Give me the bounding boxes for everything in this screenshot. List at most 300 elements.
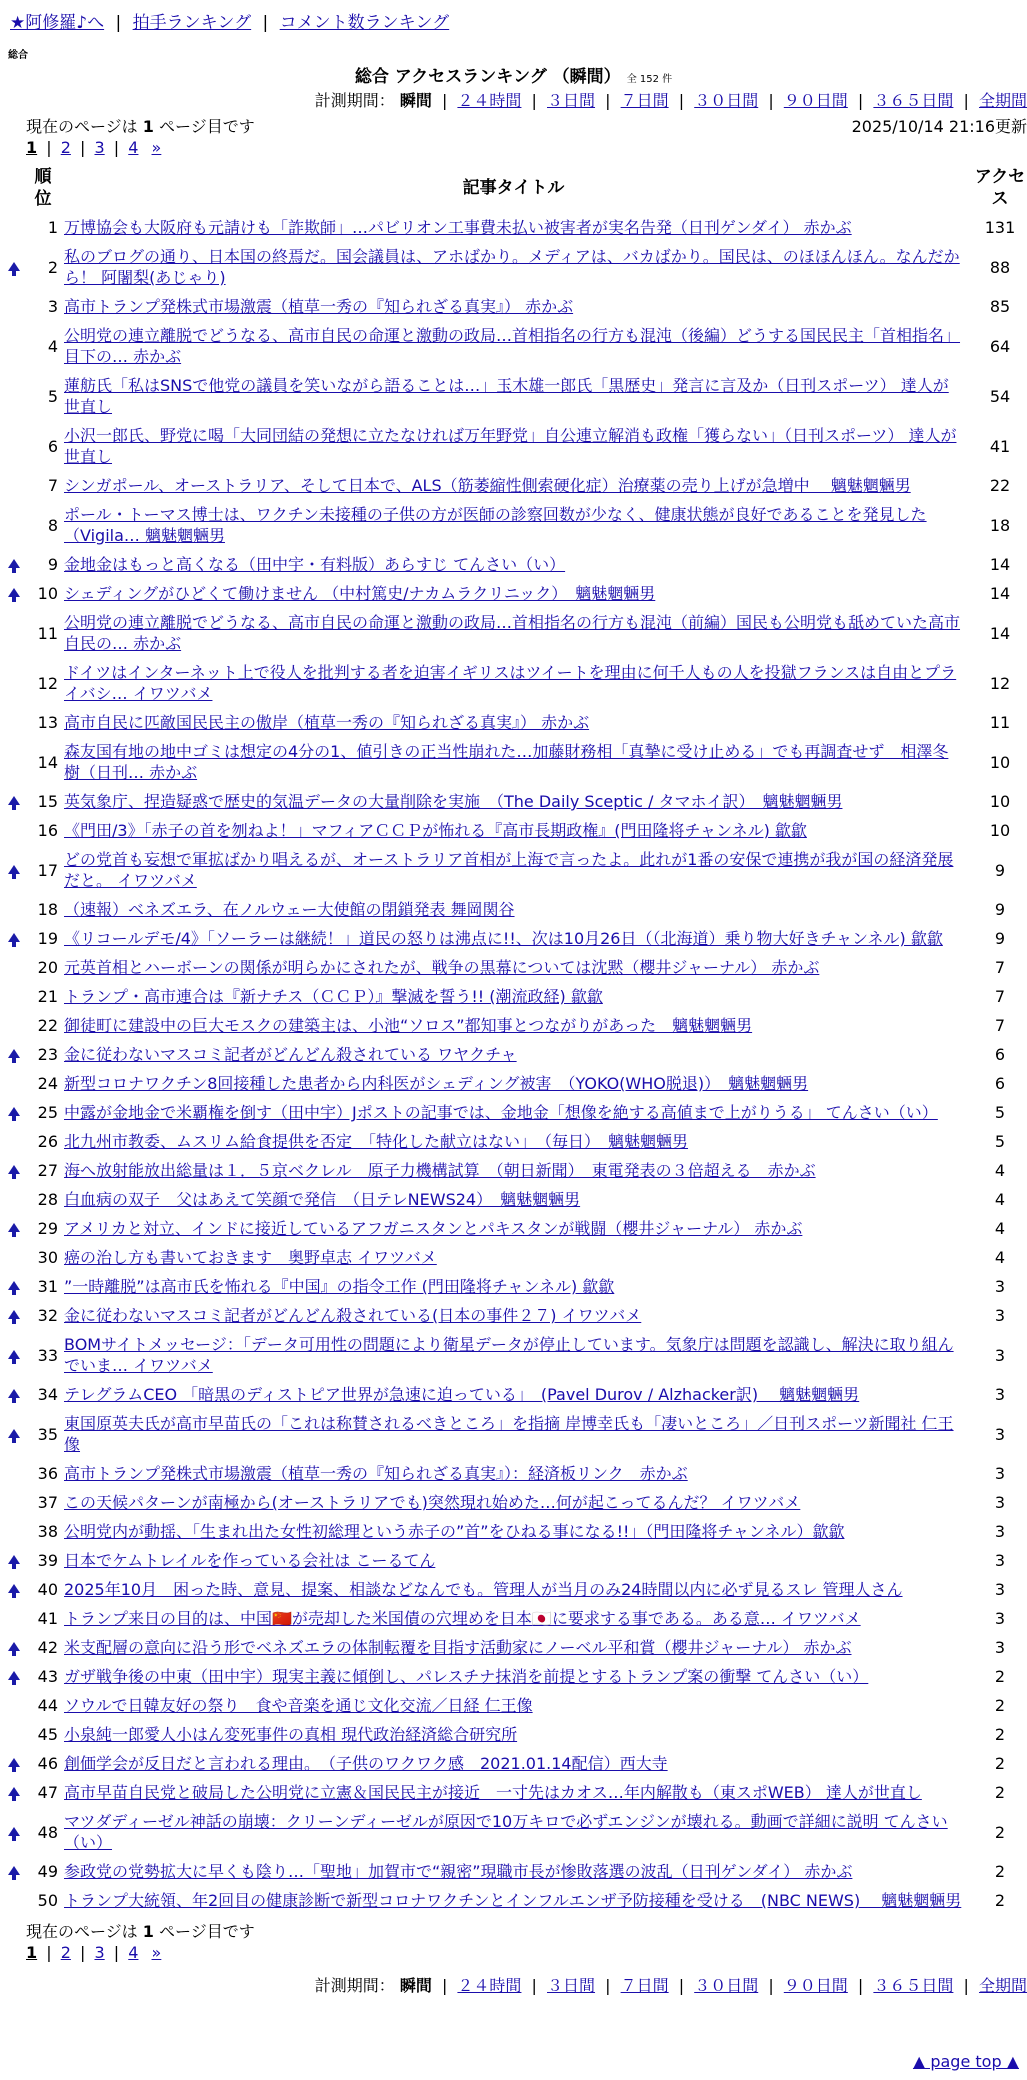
table-row bbox=[0, 1409, 1027, 1459]
rank-number: 22 bbox=[37, 1016, 58, 1035]
access-count: 54 bbox=[989, 386, 1011, 406]
table-row bbox=[0, 787, 1027, 816]
article-link[interactable]: この天候パターンが南極から(オーストラリアでも)突然現れ始めた…何が起こってるんだ？ イワツバメ bbox=[64, 1493, 801, 1512]
article-link[interactable]: 小泉純一郎愛人小はん変死事件の真相 現代政治経済総合研究所 bbox=[64, 1725, 518, 1744]
article-title-cell bbox=[62, 1040, 973, 1069]
table-row bbox=[0, 421, 1027, 471]
article-link[interactable]: ガザ戦争後の中東（田中宇）現実主義に傾倒し、パレスチナ抹消を前提とするトランプ案の衝撃 てんさい（い） bbox=[64, 1667, 869, 1686]
table-row bbox=[0, 1857, 1027, 1886]
access-count: 4 bbox=[994, 1248, 1006, 1267]
table-row bbox=[0, 1069, 1027, 1098]
period-365d-link[interactable]: ３６５日間 bbox=[873, 91, 954, 110]
access-count: 5 bbox=[994, 1103, 1006, 1122]
rank-change-cell bbox=[0, 579, 27, 608]
table-row bbox=[0, 321, 1027, 371]
period-30d-link[interactable]: ３０日間 bbox=[694, 1976, 759, 1995]
article-link[interactable]: シェディングがひどくて働けません （中村篤史/ナカムラクリニック） 魑魅魍魎男 bbox=[64, 584, 656, 603]
article-title-cell bbox=[62, 1604, 973, 1633]
article-title-cell bbox=[62, 1301, 973, 1330]
article-link[interactable]: 金に従わないマスコミ記者がどんどん殺されている ワヤクチャ bbox=[64, 1045, 517, 1064]
rank-change-cell bbox=[0, 550, 27, 579]
table-row bbox=[0, 1720, 1027, 1749]
rank-number: 23 bbox=[37, 1045, 58, 1064]
rank-number: 28 bbox=[37, 1190, 58, 1209]
article-link[interactable]: ”一時離脱”は高市氏を怖れる『中国』の指令工作 (門田隆将チャンネル) 歙歙 bbox=[64, 1277, 615, 1296]
pager-page-2[interactable]: 2 bbox=[60, 138, 71, 157]
period-7d-link[interactable]: ７日間 bbox=[620, 1976, 669, 1995]
header-title: 記事タイトル bbox=[462, 178, 565, 198]
access-count: 64 bbox=[989, 336, 1011, 356]
separator: | bbox=[80, 1943, 86, 1962]
rank-number: 29 bbox=[37, 1219, 58, 1238]
access-count: 3 bbox=[994, 1345, 1006, 1365]
access-count: 2 bbox=[994, 1783, 1006, 1802]
table-row bbox=[0, 1380, 1027, 1409]
article-title-cell bbox=[62, 242, 973, 292]
rank-number: 8 bbox=[47, 515, 58, 535]
article-link[interactable]: 公明党内が動揺、「生まれ出た女性初総理という赤子の”首”をひねる事になる!!」（門田隆将チャンネル）歙歙 bbox=[64, 1522, 845, 1541]
rank-number: 33 bbox=[37, 1345, 58, 1365]
rank-number: 7 bbox=[47, 476, 58, 495]
rank-change-cell bbox=[0, 421, 27, 471]
article-link[interactable]: BOMサイトメッセージ：「データ可用性の問題により衛星データが停止しています。気象庁は問題を認識し、解決に取り組んでいま… イワツバメ bbox=[64, 1335, 954, 1375]
article-link[interactable]: 創価学会が反日だと言われる理由。 （子供のワクワク感 2021.01.14配信）西大寺 bbox=[64, 1754, 668, 1773]
article-link[interactable]: 御徒町に建設中の巨大モスクの建築主は、小池“ソロス”都知事とつながりがあった 魑魅魍魎男 bbox=[64, 1016, 753, 1035]
table-row bbox=[0, 500, 1027, 550]
rank-number: 12 bbox=[37, 673, 58, 693]
article-title-cell bbox=[62, 1380, 973, 1409]
article-title-cell bbox=[62, 471, 973, 500]
separator: | bbox=[678, 1976, 685, 1995]
article-title-cell bbox=[62, 1127, 973, 1156]
access-count: 6 bbox=[994, 1074, 1006, 1093]
rank-number: 6 bbox=[47, 436, 58, 456]
rank-up-arrow-icon bbox=[8, 1165, 20, 1174]
table-row bbox=[0, 1517, 1027, 1546]
article-title-cell bbox=[62, 1409, 973, 1459]
access-count: 3 bbox=[994, 1551, 1006, 1570]
rank-number: 17 bbox=[37, 860, 58, 880]
table-row bbox=[0, 1691, 1027, 1720]
article-title-cell bbox=[62, 500, 973, 550]
rank-change-cell bbox=[0, 1185, 27, 1214]
period-current: 瞬間 bbox=[399, 1976, 432, 1995]
rank-number: 11 bbox=[37, 623, 58, 643]
article-title-cell bbox=[62, 213, 973, 242]
article-link[interactable]: トランプ大統領、年2回目の健康診断で新型コロナワクチンとインフルエンザ予防接種を受ける (NBC NEWS) 魑魅魍魎男 bbox=[64, 1891, 962, 1910]
article-link[interactable]: アメリカと対立、インドに接近しているアフガニスタンとパキスタンが戦闘（櫻井ジャーナル） 赤かぶ bbox=[64, 1219, 803, 1238]
pager-page-4[interactable]: 4 bbox=[128, 1943, 139, 1962]
rank-up-arrow-icon bbox=[8, 1389, 20, 1398]
article-link[interactable]: 海へ放射能放出総量は１．５京ベクレル 原子力機構試算 （朝日新聞） 東電発表の３倍超える 赤かぶ bbox=[64, 1161, 816, 1180]
separator: | bbox=[963, 1976, 969, 1995]
access-count: 9 bbox=[994, 860, 1006, 880]
rank-change-cell bbox=[0, 1807, 27, 1857]
back-to-asyura-link[interactable]: ★阿修羅♪へ bbox=[10, 13, 105, 33]
table-row bbox=[0, 1301, 1027, 1330]
rank-change-cell bbox=[0, 1778, 27, 1807]
rank-change-cell bbox=[0, 1409, 27, 1459]
rank-number: 44 bbox=[37, 1696, 58, 1715]
page-top-link[interactable]: ▲ page top ▲ bbox=[912, 2052, 1019, 2071]
access-count: 2 bbox=[994, 1891, 1006, 1910]
table-row bbox=[0, 371, 1027, 421]
article-link[interactable]: 白血病の双子 父はあえて笑顔で発信 （日テレNEWS24） 魑魅魍魎男 bbox=[64, 1190, 581, 1209]
rank-change-cell bbox=[0, 371, 27, 421]
period-90d-link[interactable]: ９０日間 bbox=[783, 1976, 848, 1995]
rank-up-arrow-icon bbox=[8, 1827, 20, 1836]
rank-change-cell bbox=[0, 1720, 27, 1749]
access-count: 4 bbox=[994, 1161, 1006, 1180]
article-title-cell bbox=[62, 292, 973, 321]
rank-number: 13 bbox=[37, 713, 58, 732]
access-count: 2 bbox=[994, 1725, 1006, 1744]
rank-number: 35 bbox=[37, 1424, 58, 1444]
table-row bbox=[0, 845, 1027, 895]
article-link[interactable]: 日本でケムトレイルを作っている会社は こーるてん bbox=[64, 1551, 436, 1570]
article-title-cell bbox=[62, 924, 973, 953]
period-3d-link[interactable]: ３日間 bbox=[547, 1976, 596, 1995]
table-row bbox=[0, 579, 1027, 608]
rank-number: 18 bbox=[37, 900, 58, 919]
period-24h-link[interactable]: ２４時間 bbox=[457, 91, 522, 110]
access-count: 22 bbox=[989, 476, 1011, 495]
article-title-cell bbox=[62, 1807, 973, 1857]
section-label: 総合 bbox=[8, 50, 28, 61]
table-row bbox=[0, 1127, 1027, 1156]
period-3d-link[interactable]: ３日間 bbox=[547, 91, 596, 110]
article-link[interactable]: ドイツはインターネット上で役人を批判する者を迫害イギリスはツイートを理由に何千人もの人を投獄フランスは自由とプライバシ… イワツバメ bbox=[64, 663, 957, 703]
period-30d-link[interactable]: ３０日間 bbox=[694, 91, 759, 110]
article-link[interactable]: テレグラムCEO 「暗黒のディストピア世界が急速に迫っている」 (Pavel Durov / Alzhacker訳) 魑魅魍魎男 bbox=[64, 1385, 860, 1404]
table-row bbox=[0, 982, 1027, 1011]
rank-change-cell bbox=[0, 1749, 27, 1778]
article-link[interactable]: 新型コロナワクチン8回接種した患者から内科医がシェディング被害 （YOKO(WHO脱退)） 魑魅魍魎男 bbox=[64, 1074, 809, 1093]
rank-number: 25 bbox=[37, 1103, 58, 1122]
rank-change-cell bbox=[0, 1040, 27, 1069]
article-title-cell bbox=[62, 982, 973, 1011]
article-link[interactable]: 元英首相とハーボーンの関係が明らかにされたが、戦争の黒幕については沈黙（櫻井ジャーナル） 赤かぶ bbox=[64, 958, 820, 977]
article-title-cell bbox=[62, 1459, 973, 1488]
article-link[interactable]: 癌の治し方も書いておきます 奥野卓志 イワツバメ bbox=[64, 1248, 437, 1267]
rank-up-arrow-icon bbox=[8, 1223, 20, 1232]
rank-change-cell bbox=[0, 845, 27, 895]
separator: | bbox=[46, 138, 52, 157]
pager-bottom bbox=[26, 1943, 161, 1962]
article-title-cell bbox=[62, 1886, 973, 1915]
pager-page-3[interactable]: 3 bbox=[94, 138, 105, 157]
table-header-row bbox=[0, 163, 1027, 213]
access-count: 7 bbox=[994, 1016, 1006, 1035]
rank-up-arrow-icon bbox=[8, 1787, 20, 1796]
access-count: 5 bbox=[994, 1132, 1006, 1151]
period-365d-link[interactable]: ３６５日間 bbox=[873, 1976, 954, 1995]
current-page-text-bottom bbox=[26, 1919, 255, 1942]
article-link[interactable]: 《リコールデモ/4》「ソーラーは継続！」道民の怒りは沸点に!!、次は10月26日（（北海道）乗り物大好きチャンネル) 歙歙 bbox=[64, 929, 943, 948]
page-title-text: 総合 アクセスランキング （瞬間） bbox=[354, 67, 621, 87]
article-link[interactable]: トランプ来日の目的は、中国🇨🇳が売却した米国債の穴埋めを日本🇯🇵に要求する事である。ある意… イワツバメ bbox=[64, 1609, 861, 1628]
rank-change-cell bbox=[0, 608, 27, 658]
rank-change-cell bbox=[0, 1330, 27, 1380]
article-link[interactable]: 蓮舫氏「私はSNSで他党の議員を笑いながら語ることは…」玉木雄一郎氏「黒歴史」発言に言及か（日刊スポーツ） 達人が世直し bbox=[64, 376, 949, 416]
separator: | bbox=[605, 91, 611, 110]
period-all-link[interactable]: 全期間 bbox=[978, 1976, 1027, 1995]
article-title-cell bbox=[62, 1691, 973, 1720]
rank-up-arrow-icon bbox=[8, 1049, 20, 1058]
article-title-cell bbox=[62, 1633, 973, 1662]
table-row bbox=[0, 1749, 1027, 1778]
article-title-cell bbox=[62, 1749, 973, 1778]
pager-page-current[interactable]: 1 bbox=[26, 138, 38, 157]
article-title-cell bbox=[62, 1488, 973, 1517]
table-row bbox=[0, 1185, 1027, 1214]
table-row bbox=[0, 1575, 1027, 1604]
rank-change-cell bbox=[0, 242, 27, 292]
article-link[interactable]: 高市自民に匹敵国民民主の傲岸（植草一秀の『知られざる真実』） 赤かぶ bbox=[64, 713, 590, 732]
rank-number: 20 bbox=[37, 958, 58, 977]
rank-up-arrow-icon bbox=[8, 559, 20, 568]
access-count: 6 bbox=[994, 1045, 1006, 1064]
rank-number: 5 bbox=[47, 386, 58, 406]
rank-number: 42 bbox=[37, 1638, 58, 1657]
rank-up-arrow-icon bbox=[8, 1310, 20, 1319]
article-link[interactable]: 東国原英夫氏が高市早苗氏の「これは称賛されるべきところ」を指摘 岸博幸氏も「凄いところ」／日刊スポーツ新聞社 仁王像 bbox=[64, 1414, 954, 1454]
period-all-link[interactable]: 全期間 bbox=[978, 91, 1027, 110]
top-nav bbox=[10, 8, 449, 33]
rank-number: 39 bbox=[37, 1551, 58, 1570]
article-link[interactable]: 森友国有地の地中ゴミは想定の4分の1、値引きの正当性崩れた…加藤財務相「真摯に受け止める」でも再調査せず 相澤冬樹（日刊… 赤かぶ bbox=[64, 742, 949, 782]
article-link[interactable]: 米支配層の意向に沿う形でベネズエラの体制転覆を目指す活動家にノーベル平和賞（櫻井ジャーナル） 赤かぶ bbox=[64, 1638, 852, 1657]
pager-page-4[interactable]: 4 bbox=[128, 138, 139, 157]
pager-top bbox=[26, 138, 161, 157]
rank-number: 47 bbox=[37, 1783, 58, 1802]
header-rank: 順位 bbox=[34, 167, 52, 209]
separator: | bbox=[115, 13, 122, 33]
table-row bbox=[0, 242, 1027, 292]
article-title-cell bbox=[62, 658, 973, 708]
updated-timestamp: 2025/10/14 21:16更新 bbox=[851, 117, 1027, 136]
table-row bbox=[0, 816, 1027, 845]
article-link[interactable]: ソウルで日韓友好の祭り 食や音楽を通じ文化交流／日経 仁王像 bbox=[64, 1696, 533, 1715]
current-page-prefix: 現在のページは bbox=[26, 117, 138, 136]
rank-up-arrow-icon bbox=[8, 588, 20, 597]
table-row bbox=[0, 550, 1027, 579]
rank-change-cell bbox=[0, 213, 27, 242]
table-row bbox=[0, 1807, 1027, 1857]
article-title-cell bbox=[62, 550, 973, 579]
access-count: 2 bbox=[994, 1754, 1006, 1773]
article-title-cell bbox=[62, 953, 973, 982]
rank-up-arrow-icon bbox=[8, 1107, 20, 1116]
separator: | bbox=[113, 1943, 120, 1962]
article-link[interactable]: 中露が金地金で米覇権を倒す（田中宇）Jポストの記事では、金地金「想像を絶する高値まで上がりうる」 てんさい（い） bbox=[64, 1103, 938, 1122]
access-count: 2 bbox=[994, 1862, 1006, 1881]
access-count: 10 bbox=[989, 792, 1011, 811]
article-link[interactable]: 高市早苗自民党と破局した公明党に立憲＆国民民主が接近 一寸先はカオス…年内解散も（東スポWEB） 達人が世直し bbox=[64, 1783, 922, 1802]
access-count: 10 bbox=[989, 752, 1011, 772]
current-page-text-top bbox=[26, 114, 255, 137]
table-row bbox=[0, 924, 1027, 953]
separator: | bbox=[857, 91, 864, 110]
article-link[interactable]: 高市トランプ発株式市場激震（植草一秀の『知られざる真実』） 赤かぶ bbox=[64, 297, 574, 316]
bottom-block bbox=[0, 1919, 1027, 2029]
article-link[interactable]: 公明党の連立離脱でどうなる、高市自民の命運と激動の政局…首相指名の行方も混沌（後編）どうする国民民主「首相指名」目下の… 赤かぶ bbox=[64, 326, 961, 366]
separator: | bbox=[531, 1976, 537, 1995]
rank-change-cell bbox=[0, 1517, 27, 1546]
rank-up-arrow-icon bbox=[8, 1281, 20, 1290]
rank-number: 1 bbox=[47, 218, 58, 237]
current-page-number: 1 bbox=[142, 117, 154, 136]
rank-change-cell bbox=[0, 500, 27, 550]
article-title-cell bbox=[62, 1517, 973, 1546]
access-count: 2 bbox=[994, 1696, 1006, 1715]
rank-up-arrow-icon bbox=[8, 1350, 20, 1359]
current-page-suffix: ページ目です bbox=[159, 117, 255, 136]
rank-change-cell bbox=[0, 1301, 27, 1330]
article-title-cell bbox=[62, 816, 973, 845]
rank-number: 14 bbox=[37, 752, 58, 772]
access-count: 3 bbox=[994, 1277, 1006, 1296]
article-title-cell bbox=[62, 1575, 973, 1604]
rank-change-cell bbox=[0, 1691, 27, 1720]
rank-number: 46 bbox=[37, 1754, 58, 1773]
table-row bbox=[0, 1778, 1027, 1807]
table-row bbox=[0, 292, 1027, 321]
access-count: 14 bbox=[989, 555, 1011, 574]
period-90d-link[interactable]: ９０日間 bbox=[783, 91, 848, 110]
separator: | bbox=[441, 1976, 448, 1995]
page-title bbox=[0, 62, 1027, 87]
article-link[interactable]: シンガポール、オーストラリア、そして日本で、ALS（筋萎縮性側索硬化症）治療薬の売り上げが急増中 魑魅魍魎男 bbox=[64, 476, 911, 495]
article-link[interactable]: マツダディーゼル神話の崩壊：クリーンディーゼルが原因で10万キロで必ずエンジンが壊れる。動画で詳細に説明 てんさい（い） bbox=[64, 1812, 948, 1852]
rank-number: 48 bbox=[37, 1822, 58, 1842]
access-count: 11 bbox=[989, 713, 1011, 732]
access-count: 14 bbox=[989, 623, 1011, 643]
rank-change-cell bbox=[0, 1633, 27, 1662]
article-link[interactable]: 参政党の党勢拡大に早くも陰り…「聖地」加賀市で“親密”現職市長が惨敗落選の波乱（日刊ゲンダイ） 赤かぶ bbox=[64, 1862, 853, 1881]
rank-change-cell bbox=[0, 895, 27, 924]
article-link[interactable]: 英気象庁、捏造疑惑で歴史的気温データの大量削除を実施 （The Daily Sceptic / タマホイ訳） 魑魅魍魎男 bbox=[64, 792, 843, 811]
access-count: 2 bbox=[994, 1822, 1006, 1842]
rank-up-arrow-icon bbox=[8, 1584, 20, 1593]
article-link[interactable]: どの党首も妄想で軍拡ばかり唱えるが、オーストラリア首相が上海で言ったよ。此れが1番の安保で連携が我が国の経済発展だと。 イワツバメ bbox=[64, 850, 954, 890]
article-title-cell bbox=[62, 1214, 973, 1243]
article-link[interactable]: 高市トランプ発株式市場激震（植草一秀の『知られざる真実』）：経済板リンク 赤かぶ bbox=[64, 1464, 688, 1483]
separator: | bbox=[605, 1976, 611, 1995]
header-arrow-col bbox=[0, 163, 27, 213]
rank-number: 2 bbox=[47, 257, 58, 277]
rank-change-cell bbox=[0, 787, 27, 816]
clap-ranking-link[interactable]: 拍手ランキング bbox=[132, 13, 252, 33]
article-title-cell bbox=[62, 737, 973, 787]
article-title-cell bbox=[62, 371, 973, 421]
rank-number: 50 bbox=[37, 1891, 58, 1910]
article-link[interactable]: トランプ・高市連合は『新ナチス（ＣＣＰ）』撃滅を誓う!! (潮流政経) 歙歙 bbox=[64, 987, 603, 1006]
comment-ranking-link[interactable]: コメント数ランキング bbox=[279, 13, 450, 33]
rank-number: 24 bbox=[37, 1074, 58, 1093]
pager-page-3[interactable]: 3 bbox=[94, 1943, 105, 1962]
article-link[interactable]: 小沢一郎氏、野党に喝「大同団結の発想に立たなければ万年野党」自公連立解消も政権「獲らない」（日刊スポーツ） 達人が世直し bbox=[64, 426, 957, 466]
article-title-cell bbox=[62, 1156, 973, 1185]
rank-change-cell bbox=[0, 1069, 27, 1098]
article-title-cell bbox=[62, 1272, 973, 1301]
access-count: 88 bbox=[989, 257, 1011, 277]
rank-change-cell bbox=[0, 1098, 27, 1127]
header-access: アクセス bbox=[974, 167, 1026, 209]
article-title-cell bbox=[62, 1185, 973, 1214]
pager-next[interactable]: » bbox=[151, 1943, 162, 1962]
article-title-cell bbox=[62, 1011, 973, 1040]
access-count: 3 bbox=[994, 1638, 1006, 1657]
access-count: 3 bbox=[994, 1385, 1006, 1404]
article-link[interactable]: 金地金はもっと高くなる（田中宇・有料版）あらすじ てんさい（い） bbox=[64, 555, 566, 574]
rank-change-cell bbox=[0, 816, 27, 845]
separator: | bbox=[963, 91, 969, 110]
access-count: 3 bbox=[994, 1522, 1006, 1541]
period-24h-link[interactable]: ２４時間 bbox=[457, 1976, 522, 1995]
rank-change-cell bbox=[0, 1886, 27, 1915]
separator: | bbox=[768, 91, 774, 110]
article-link[interactable]: 公明党の連立離脱でどうなる、高市自民の命運と激動の政局…首相指名の行方も混沌（前編）国民も公明党も舐めていた高市自民の… 赤かぶ bbox=[64, 613, 961, 653]
article-title-cell bbox=[62, 1330, 973, 1380]
article-link[interactable]: 金に従わないマスコミ記者がどんどん殺されている(日本の事件２７) イワツバメ bbox=[64, 1306, 642, 1325]
article-link[interactable]: 2025年10月 困った時、意見、提案、相談などなんでも。管理人が当月のみ24時間以内に必ず見るスレ 管理人さん bbox=[64, 1580, 903, 1599]
rank-up-arrow-icon bbox=[8, 1642, 20, 1651]
table-row bbox=[0, 895, 1027, 924]
article-link[interactable]: （速報）ベネズエラ、在ノルウェー大使館の閉鎖発表 舞岡関谷 bbox=[64, 900, 515, 919]
table-row bbox=[0, 708, 1027, 737]
rank-up-arrow-icon bbox=[8, 1429, 20, 1438]
article-title-cell bbox=[62, 579, 973, 608]
access-count: 18 bbox=[989, 515, 1011, 535]
table-row bbox=[0, 471, 1027, 500]
article-link[interactable]: 万博協会も大阪府も元請けも「詐欺師」…パビリオン工事費未払い被害者が実名告発（日刊ゲンダイ） 赤かぶ bbox=[64, 218, 852, 237]
rank-change-cell bbox=[0, 1604, 27, 1633]
period-bar-top bbox=[315, 88, 1027, 111]
pager-next[interactable]: » bbox=[151, 138, 162, 157]
article-link[interactable]: 私のブログの通り、日本国の終焉だ。国会議員は、アホばかり。メディアは、バカばかり。国民は、のほほんほん。なんだから！ 阿闍梨(あじゃり) bbox=[64, 247, 960, 287]
rank-change-cell bbox=[0, 1380, 27, 1409]
rank-up-arrow-icon bbox=[8, 933, 20, 942]
access-count: 3 bbox=[994, 1464, 1006, 1483]
article-title-cell bbox=[62, 1546, 973, 1575]
rank-change-cell bbox=[0, 1575, 27, 1604]
rank-number: 31 bbox=[37, 1277, 58, 1296]
rank-change-cell bbox=[0, 1127, 27, 1156]
article-link[interactable]: 《門田/3》「赤子の首を刎ねよ！」マフィアＣＣＰが怖れる『高市長期政権』(門田隆将チャンネル) 歙歙 bbox=[64, 821, 807, 840]
period-7d-link[interactable]: ７日間 bbox=[620, 91, 669, 110]
separator: | bbox=[80, 138, 86, 157]
rank-change-cell bbox=[0, 708, 27, 737]
article-link[interactable]: 北九州市教委、ムスリム給食提供を否定 「特化した献立はない」 （毎日） 魑魅魍魎男 bbox=[64, 1132, 689, 1151]
rank-change-cell bbox=[0, 982, 27, 1011]
separator: | bbox=[857, 1976, 864, 1995]
rank-up-arrow-icon bbox=[8, 262, 20, 271]
table-row bbox=[0, 1604, 1027, 1633]
rank-number: 27 bbox=[37, 1161, 58, 1180]
pager-page-current[interactable]: 1 bbox=[26, 1943, 38, 1962]
rank-up-arrow-icon bbox=[8, 796, 20, 805]
rank-change-cell bbox=[0, 1857, 27, 1886]
rank-change-cell bbox=[0, 1243, 27, 1272]
table-row bbox=[0, 1886, 1027, 1915]
rank-up-arrow-icon bbox=[8, 1671, 20, 1680]
article-link[interactable]: ポール・トーマス博士は、ワクチン未接種の子供の方が医師の診察回数が少なく、健康状態が良好であることを発見した（Vigila… 魑魅魍魎男 bbox=[64, 505, 927, 545]
pager-page-2[interactable]: 2 bbox=[60, 1943, 71, 1962]
rank-number: 41 bbox=[37, 1609, 58, 1628]
article-title-cell bbox=[62, 1662, 973, 1691]
rank-number: 16 bbox=[37, 821, 58, 840]
